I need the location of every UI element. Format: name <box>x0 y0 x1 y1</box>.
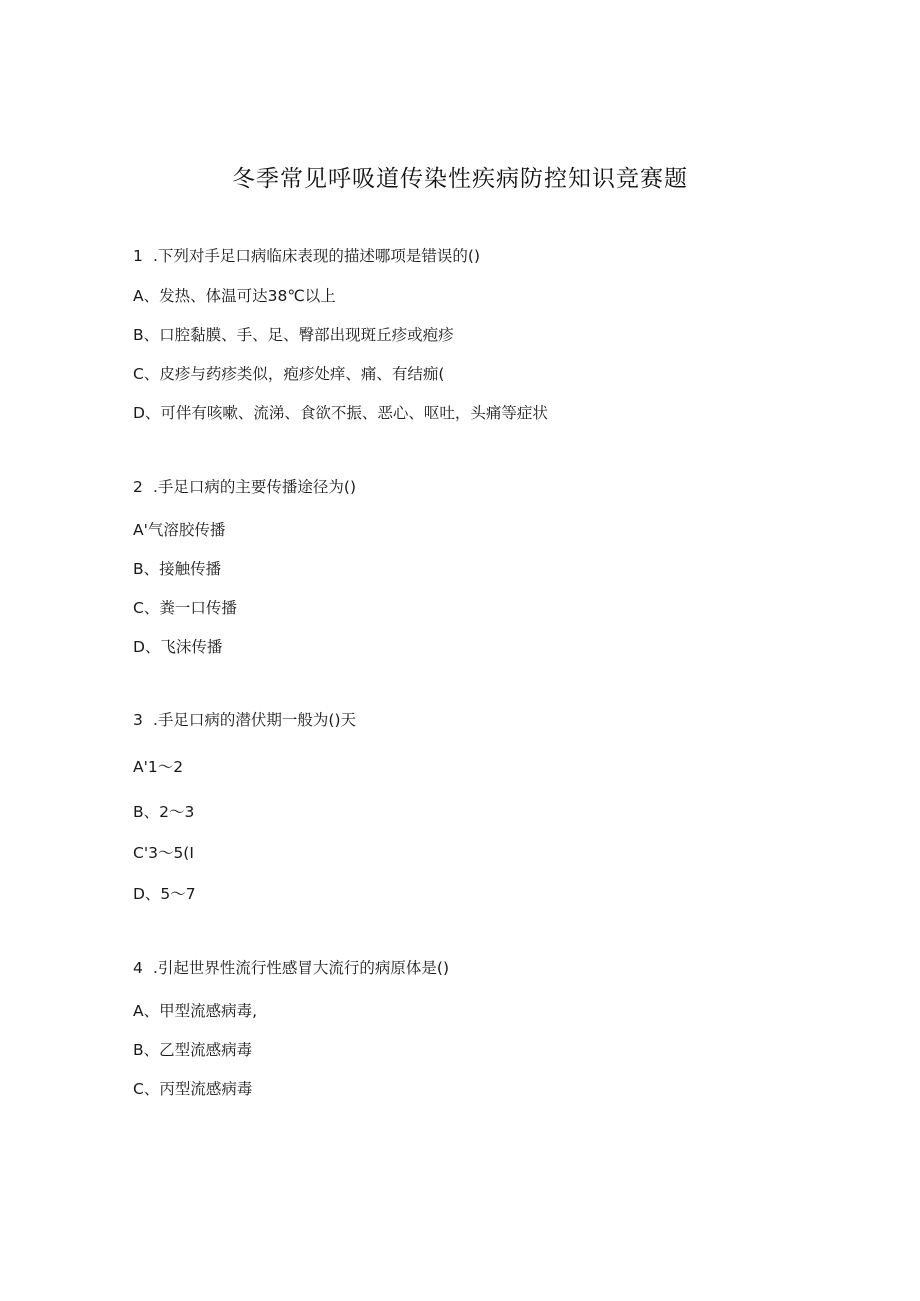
question-2-option-c: C、粪一口传播 <box>133 599 237 617</box>
question-1-option-a: A、发热、体温可达38℃以上 <box>133 287 336 305</box>
question-text: .下列对手足口病临床表现的描述哪项是错误的() <box>153 247 481 265</box>
question-2-option-b: B、接触传播 <box>133 560 222 578</box>
question-4-option-a: A、甲型流感病毒, <box>133 1002 258 1020</box>
question-1-option-d: D、可伴有咳嗽、流涕、食欲不振、恶心、呕吐，头痛等症状 <box>133 404 548 422</box>
question-text: .手足口病的主要传播途径为() <box>153 478 357 496</box>
question-text: .引起世界性流行性感冒大流行的病原体是() <box>153 959 450 977</box>
question-3-option-b: B、2～3 <box>133 803 195 821</box>
question-1-option-b: B、口腔黏膜、手、足、臀部出现斑丘疹或疱疹 <box>133 326 454 344</box>
question-3-stem <box>133 709 356 731</box>
question-text: .手足口病的潜伏期一般为()天 <box>153 711 357 729</box>
question-3-option-d: D、5～7 <box>133 885 196 903</box>
question-2-option-a: A'气溶胶传播 <box>133 521 226 539</box>
question-2-option-d: D、飞沫传播 <box>133 638 223 656</box>
question-number: 1 <box>133 247 143 265</box>
question-4-option-c: C、丙型流感病毒 <box>133 1080 253 1098</box>
question-number: 2 <box>133 478 143 496</box>
question-2-stem <box>133 476 356 498</box>
question-1-option-c: C、皮疹与药疹类似，疱疹处痒、痛、有结痂( <box>133 365 445 383</box>
question-3-option-c: C'3～5(I <box>133 844 194 862</box>
question-4-option-b: B、乙型流感病毒 <box>133 1041 253 1059</box>
question-1-stem <box>133 245 480 267</box>
question-4-stem <box>133 957 449 979</box>
question-number: 4 <box>133 959 143 977</box>
question-number: 3 <box>133 711 143 729</box>
question-3-option-a: A'1～2 <box>133 758 184 776</box>
page-title: 冬季常见呼吸道传染性疾病防控知识竞赛题 <box>232 166 688 192</box>
